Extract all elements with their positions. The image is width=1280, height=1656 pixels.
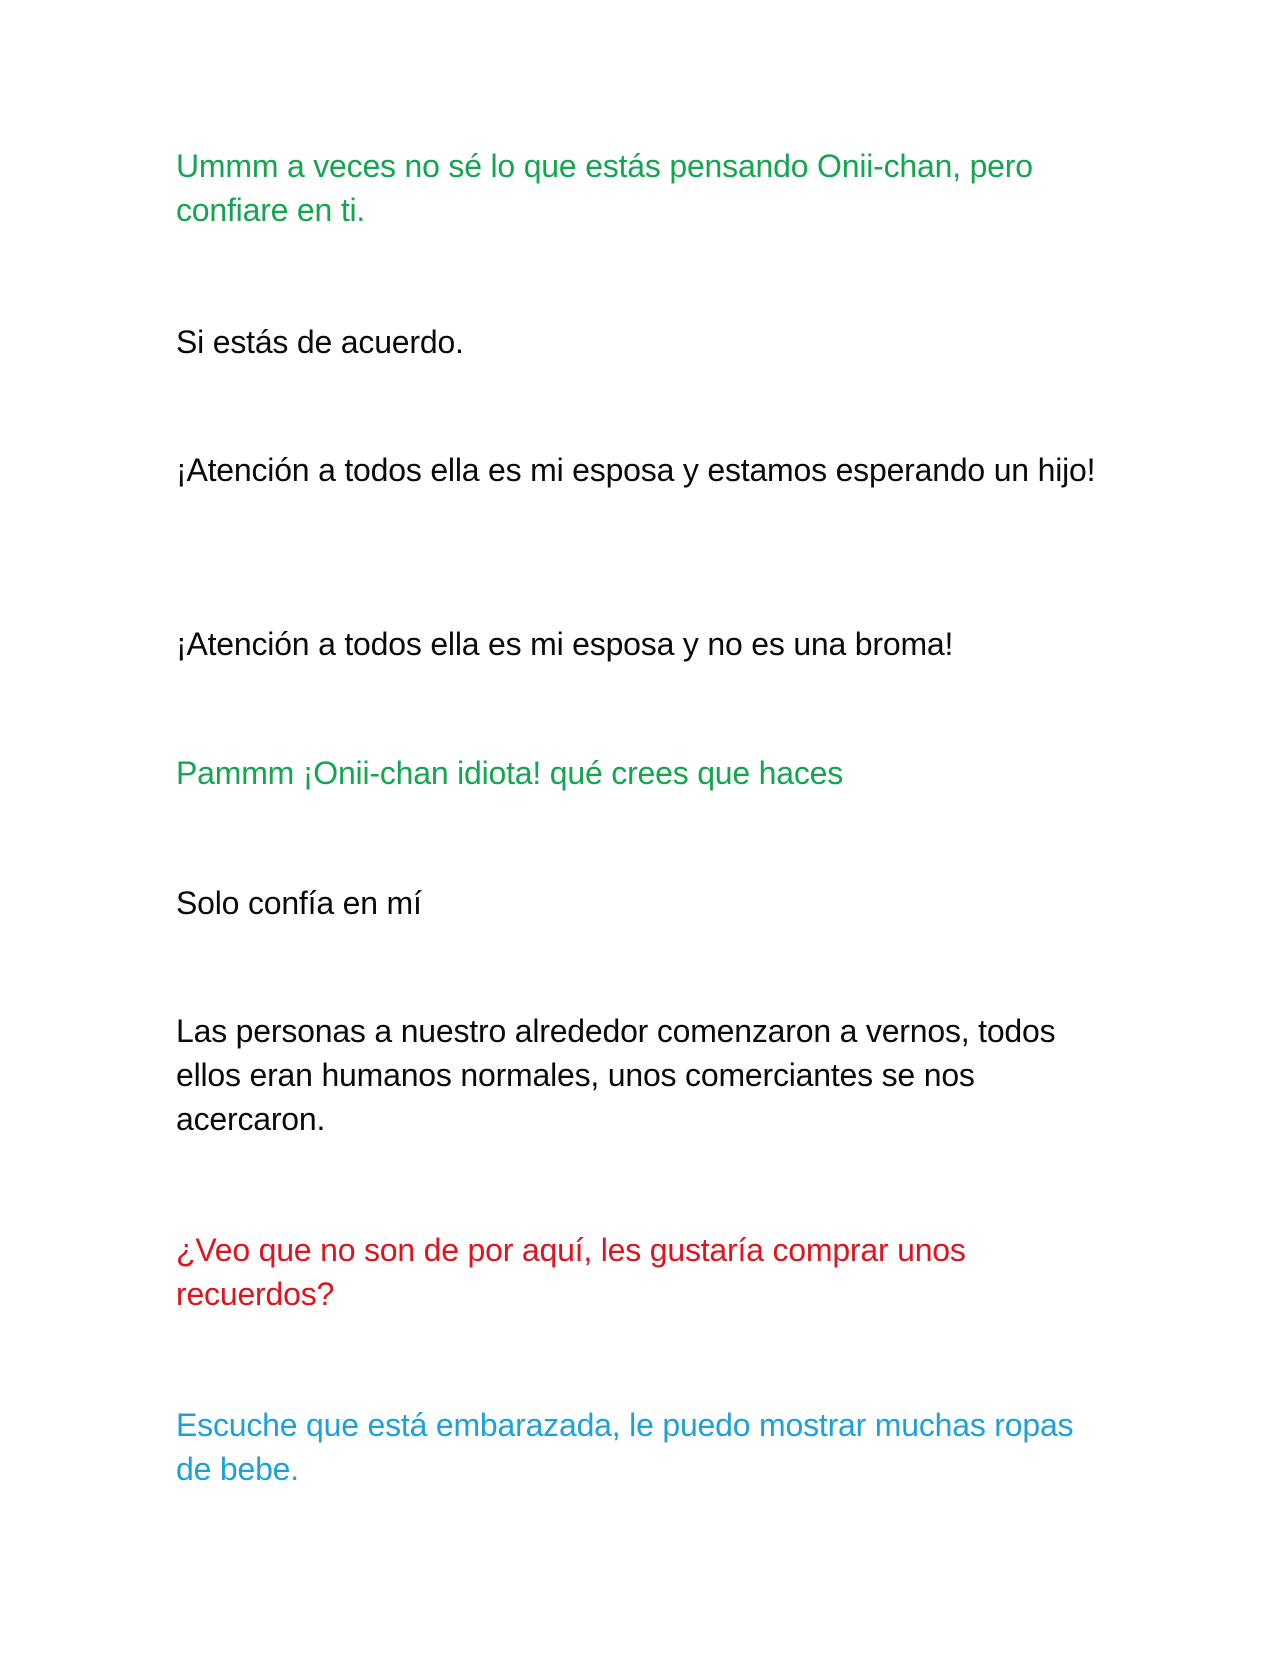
dialogue-paragraph: Escuche que está embarazada, le puedo mostrar muchas ropas de bebe.: [176, 1407, 1074, 1487]
narration-paragraph: ¡Atención a todos ella es mi esposa y estamos esperando un hijo!: [176, 452, 1096, 488]
dialogue-paragraph: Pammm ¡Onii-chan idiota! qué crees que haces: [176, 755, 844, 791]
dialogue-paragraph: Ummm a veces no sé lo que estás pensando Onii-chan, pero confiare en ti.: [176, 148, 1033, 228]
narration-paragraph: Si estás de acuerdo.: [176, 324, 464, 360]
narration-paragraph: ¡Atención a todos ella es mi esposa y no es una broma!: [176, 626, 954, 662]
narration-paragraph: Solo confía en mí: [176, 885, 422, 921]
narration-paragraph: Las personas a nuestro alrededor comenzaron a vernos, todos ellos eran humanos normales, unos comerciantes se nos acercaron.: [176, 1013, 1056, 1137]
dialogue-paragraph: ¿Veo que no son de por aquí, les gustaría comprar unos recuerdos?: [176, 1232, 966, 1312]
